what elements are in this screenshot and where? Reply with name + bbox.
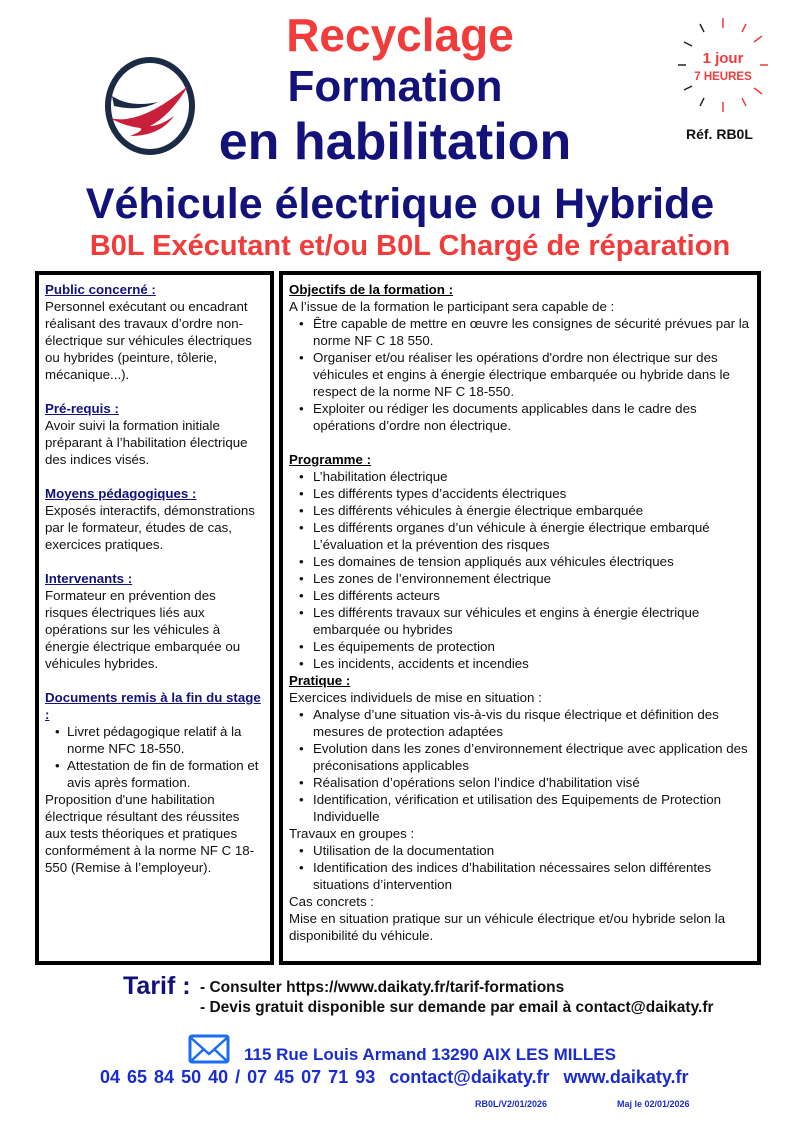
groupes-intro: Travaux en groupes :	[289, 826, 415, 841]
documents-heading: Documents remis à la fin du stage :	[45, 690, 261, 722]
list-item: • Réalisation d’opérations selon l’indice d’habilitation visé	[289, 774, 751, 791]
list-item: • Les différents travaux sur véhicules et engins à énergie électrique embarquée ou hybrides	[289, 604, 751, 638]
title-habilitation: en habilitation	[218, 113, 572, 171]
list-item: • Organiser et/ou réaliser les opérations d'ordre non électrique sur des véhicules et engins à énergie électrique embarquée ou hybride dans le respect de la norme NF C 18-550.	[289, 349, 751, 400]
title-formation: Formation	[287, 62, 503, 111]
website-link[interactable]: www.daikaty.fr	[563, 1067, 689, 1087]
moyens-heading: Moyens pédagogiques :	[45, 486, 197, 501]
phones: 04 65 84 50 40 / 07 45 07 71 93	[100, 1067, 376, 1087]
list-item: • Attestation de fin de formation et avis après formation.	[45, 757, 264, 791]
public-heading: Public concerné :	[45, 282, 156, 297]
list-item: • Utilisation de la documentation	[289, 842, 751, 859]
duration-hours: 7 HEURES	[694, 71, 752, 83]
cas-text: Mise en situation pratique sur un véhicule électrique et/ou hybride selon la disponibilité du véhicule.	[289, 911, 726, 943]
prat-list	[289, 706, 751, 825]
update-date: Maj le 02/01/2026	[617, 1099, 690, 1109]
page-title: Véhicule électrique ou Hybride	[85, 180, 715, 228]
cas-heading: Cas concrets :	[289, 894, 374, 909]
contact-line	[100, 1067, 689, 1088]
programme-heading: Programme :	[289, 452, 372, 467]
list-item: • Les incidents, accidents et incendies	[289, 655, 751, 672]
email-link[interactable]: contact@daikaty.fr	[389, 1067, 550, 1087]
objectives-heading: Objectifs de la formation :	[289, 282, 454, 297]
obj-list	[289, 315, 751, 434]
prereq-heading: Pré-requis :	[45, 401, 119, 416]
envelope-icon	[188, 1034, 230, 1064]
list-item: • Être capable de mettre en œuvre les consignes de sécurité prévues par la norme NF C 18 550.	[289, 315, 751, 349]
list-item: • Analyse d’une situation vis-à-vis du risque électrique et définition des mesures de protection adaptées	[289, 706, 751, 740]
pratique-intro: Exercices individuels de mise en situation :	[289, 690, 542, 705]
address: 115 Rue Louis Armand 13290 AIX LES MILLES	[244, 1045, 616, 1064]
duration-days: 1 jour	[702, 50, 744, 67]
groupes-list	[289, 842, 751, 893]
title-recyclage: Recyclage	[286, 9, 514, 61]
list-item: • L’habilitation électrique	[289, 468, 751, 485]
list-item: • Les différents types d’accidents électriques	[289, 485, 751, 502]
tarif-line-1: - Consulter https://www.daikaty.fr/tarif-formations	[200, 979, 565, 996]
list-item: • Identification des indices d’habilitation nécessaires selon différentes situations d’intervention	[289, 859, 751, 893]
public-text: Personnel exécutant ou encadrant réalisant des travaux d’ordre non-électrique sur véhicules électriques ou hybrides (peinture, tôlerie, mécanique...).	[45, 299, 252, 382]
list-item: • Evolution dans les zones d’environnement électrique avec application des préconisations applicables	[289, 740, 751, 774]
prereq-text: Avoir suivi la formation initiale préparant à l’habilitation électrique des indices visés.	[45, 418, 248, 467]
list-item: • Les différents organes d’un véhicule à énergie électrique embarqué L’évaluation et la prévention des risques	[289, 519, 751, 553]
list-item: • Les différents véhicules à énergie électrique embarquée	[289, 502, 751, 519]
left-info-panel	[35, 271, 274, 965]
list-item: • Les différents acteurs	[289, 587, 751, 604]
tarif-line-2: - Devis gratuit disponible sur demande par email à contact@daikaty.fr	[200, 999, 714, 1016]
pratique-heading: Pratique :	[289, 673, 351, 688]
objectives-intro: A l’issue de la formation le participant sera capable de :	[289, 299, 615, 314]
tarif-label: Tarif :	[123, 972, 191, 1000]
version: RB0L/V2/01/2026	[475, 1099, 548, 1109]
company-logo	[100, 56, 200, 156]
list-item: • Les zones de l’environnement électrique	[289, 570, 751, 587]
list-item: • Exploiter ou rédiger les documents applicables dans le cadre des opérations d’ordre non électrique.	[289, 400, 751, 434]
right-info-panel	[279, 271, 761, 965]
intervenants-text: Formateur en prévention des risques électriques liés aux opérations sur les véhicules à énergie électrique embarquée ou véhicules hybrides.	[45, 588, 241, 671]
page-subtitle: B0L Exécutant et/ou B0L Chargé de réparation	[89, 230, 731, 262]
list-item: • Les domaines de tension appliqués aux véhicules électriques	[289, 553, 751, 570]
list-item: • Livret pédagogique relatif à la norme NFC 18-550.	[45, 723, 264, 757]
list-item: • Les équipements de protection	[289, 638, 751, 655]
list-item: • Identification, vérification et utilisation des Equipements de Protection Individuelle	[289, 791, 751, 825]
reference: Réf. RB0L	[686, 126, 753, 142]
prog-list	[289, 468, 751, 672]
documents-text: Proposition d'une habilitation électrique résultant des réussites aux tests théoriques et pratiques conformément à la norme NF C 18-550 (Remise à l’employeur).	[45, 792, 255, 875]
intervenants-heading: Intervenants :	[45, 571, 133, 586]
moyens-text: Exposés interactifs, démonstrations par le formateur, études de cas, exercices pratiques.	[45, 503, 255, 552]
